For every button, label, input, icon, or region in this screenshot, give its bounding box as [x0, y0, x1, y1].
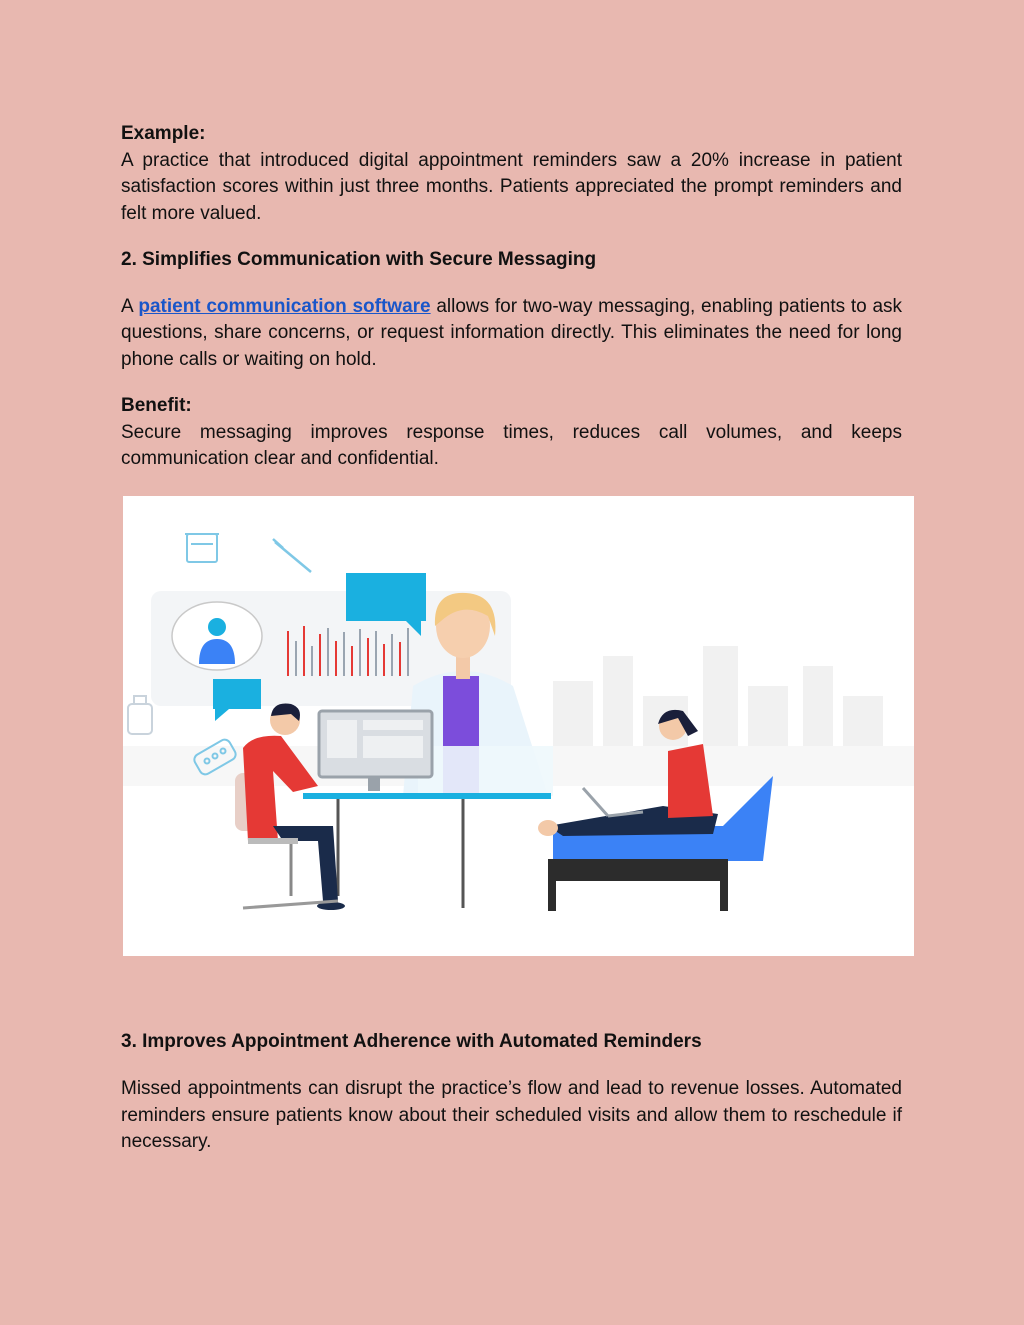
lounge-chair	[548, 776, 773, 911]
telehealth-illustration	[123, 496, 914, 956]
section3-text: Missed appointments can disrupt the practice’s flow and lead to revenue losses. Automated reminders ensure patients know about their scheduled visits and allow them to reschedule if necessary.	[121, 1078, 902, 1152]
patient-communication-software-link[interactable]: patient communication software	[138, 295, 431, 317]
example-label: Example:	[121, 123, 206, 144]
section2-paragraph	[121, 294, 902, 374]
syringe-icon	[273, 539, 311, 572]
section2-para-prefix: A	[121, 295, 139, 317]
section3-heading: 3. Improves Appointment Adherence with Automated Reminders	[121, 1031, 702, 1052]
jar-icon	[185, 534, 219, 562]
example-text: A practice that introduced digital appointment reminders saw a 20% increase in patient satisfaction scores within just three months. Patients appreciated the prompt reminders and felt more valued.	[121, 149, 902, 224]
chat-bubble-small-icon	[213, 679, 261, 721]
section2-para-suffix: allows for two-way messaging, enabling patients to ask questions, share concerns, or request information directly. This eliminates the need for long phone calls or waiting on hold.	[121, 295, 903, 370]
benefit-label: Benefit:	[121, 395, 192, 416]
section2-heading: 2. Simplifies Communication with Secure Messaging	[121, 249, 597, 270]
benefit-text: Secure messaging improves response times, reduces call volumes, and keeps communication clear and confidential.	[121, 421, 902, 469]
document-body	[121, 121, 902, 473]
desk	[303, 793, 551, 908]
bottle-icon	[128, 696, 152, 734]
